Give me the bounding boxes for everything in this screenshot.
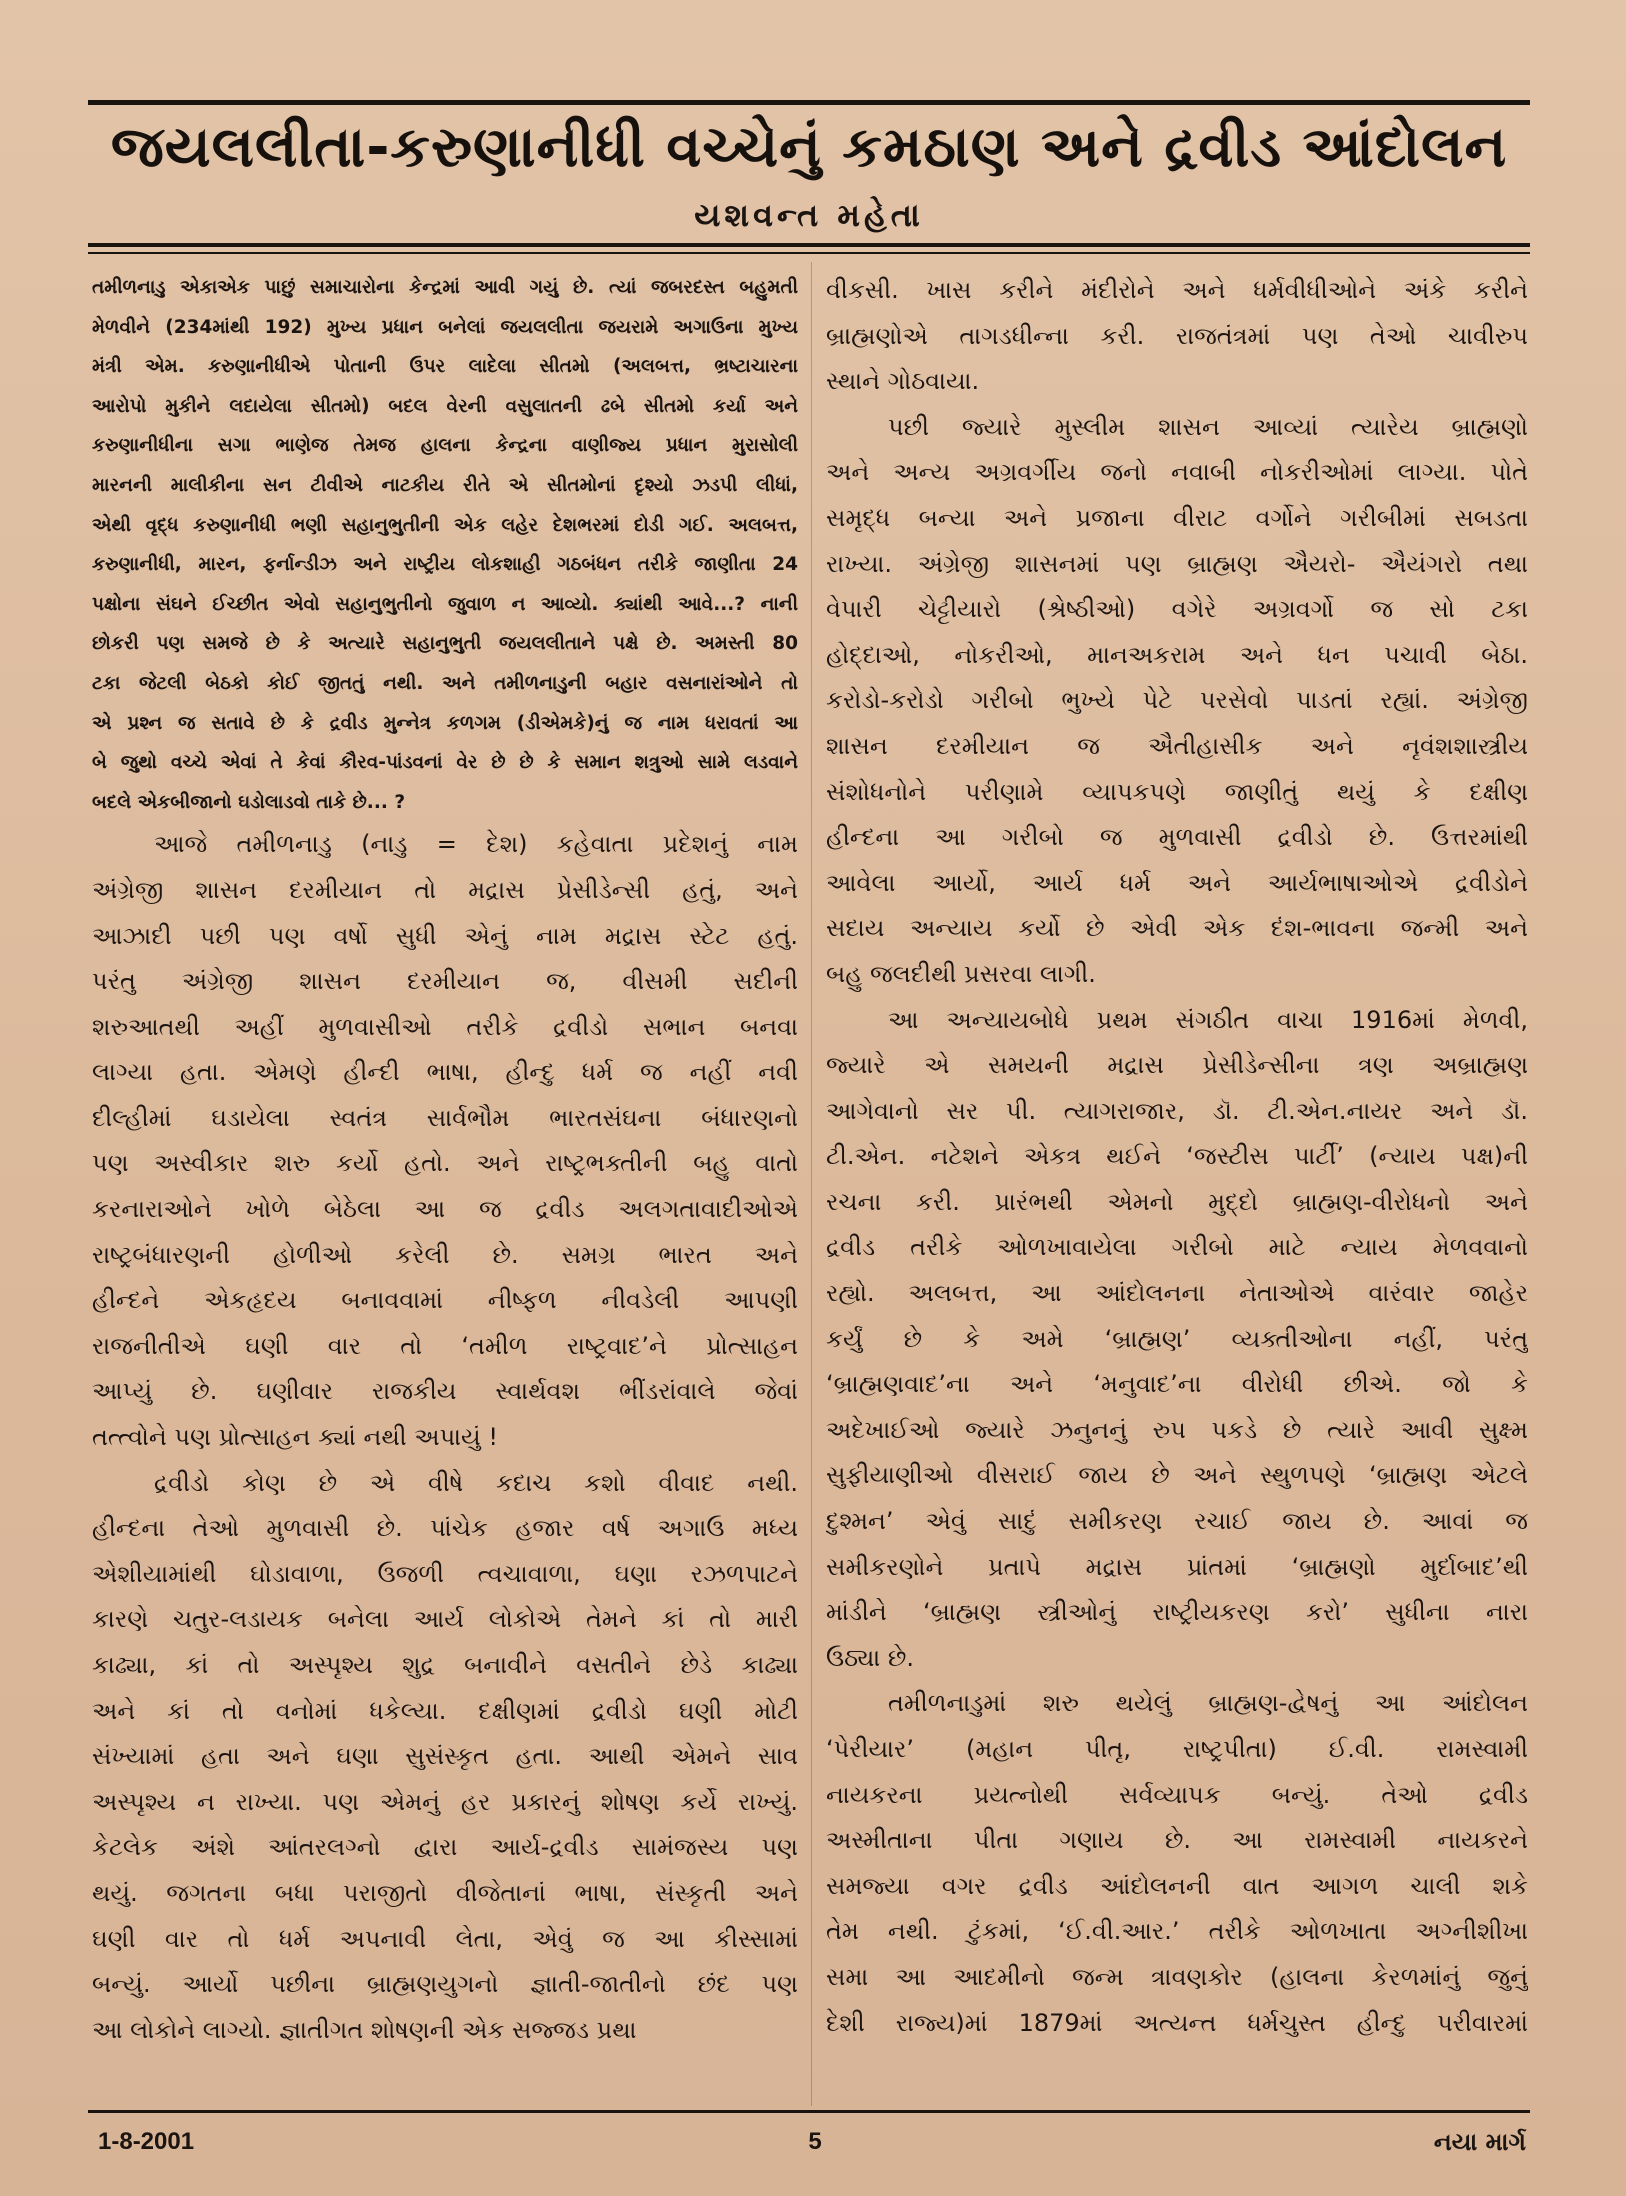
text-line: પછી જ્યારે મુસ્લીમ શાસન આવ્યાં ત્યારેય બ્રાહ્મણો: [888, 412, 1528, 441]
header-rule-thin: [88, 252, 1530, 254]
text-line: ‘પેરીયાર’ (મહાન પીતૃ, રાષ્ટ્રપીતા) ઈ.વી. રામસ્વામી: [826, 1735, 1528, 1763]
text-line: સમજ્યા વગર દ્રવીડ આંદોલનની વાત આગળ ચાલી શકે: [826, 1871, 1528, 1900]
text-line: કરુણાનીધીના સગા ભાણેજ તેમજ હાલના કેન્દ્રના વાણીજ્ય પ્રધાન મુરાસોલી: [92, 435, 798, 457]
text-line: એથી વૃદ્ધ કરુણાનીધી ભણી સહાનુભુતીની એક લહેર દેશભરમાં દોડી ગઈ. અલબત્ત,: [92, 514, 798, 536]
intro-paragraph: [92, 268, 798, 822]
text-line: વીકસી. ખાસ કરીને મંદીરોને અને ધર્મવીધીઓને અંકે કરીને: [826, 276, 1528, 304]
text-line: સમા આ આદમીનો જન્મ ત્રાવણકોર (હાલના કેરળમાંનું જુનું: [826, 1962, 1528, 1991]
text-line: આજે તમીળનાડુ (નાડુ = દેશ) કહેવાતા પ્રદેશનું નામ: [154, 830, 798, 859]
text-line: અને કાં તો વનોમાં ધકેલ્યા. દક્ષીણમાં દ્રવીડો ઘણી મોટી: [92, 1696, 798, 1725]
left-column: [92, 268, 798, 2053]
text-line: આ અન્યાયબોધે પ્રથમ સંગઠીત વાચા 1916માં મેળવી,: [888, 1005, 1528, 1034]
text-line: કર્યું છે કે અમે ‘બ્રાહ્મણ’ વ્યક્તીઓના નહીં, પરંતુ: [826, 1324, 1528, 1353]
text-line: તમીળનાડુ એકાએક પાછું સમાચારોના કેન્દ્રમાં આવી ગયું છે. ત્યાં જબરદસ્ત બહુમતી: [92, 277, 798, 298]
text-line: વેપારી ચેટ્ટીયારો (શ્રેષ્ઠીઓ) વગેરે અગ્રવર્ગો જ સો ટકા: [826, 595, 1528, 624]
text-line: આગેવાનો સર પી. ત્યાગરાજાર, ડૉ. ટી.એન.નાયર અને ડૉ.: [826, 1096, 1528, 1125]
text-line: પણ અસ્વીકાર શરુ કર્યો હતો. અને રાષ્ટ્રભક્તીની બહુ વાતો: [92, 1149, 798, 1178]
text-line: કરનારાઓને ખોળે બેઠેલા આ જ દ્રવીડ અલગતાવાદીઓએ: [92, 1195, 798, 1224]
text-line: ‘બ્રાહ્મણવાદ’ના અને ‘મનુવાદ’ના વીરોધી છીએ. જો કે: [826, 1370, 1528, 1399]
column-divider: [811, 262, 812, 2106]
text-line: અને અન્ય અગ્રવર્ગીય જનો નવાબી નોકરીઓમાં લાગ્યા. પોતે: [826, 458, 1528, 487]
text-line: એશીયામાંથી ઘોડાવાળા, ઉજળી ત્વચાવાળા, ઘણા રઝળપાટને: [92, 1559, 798, 1588]
text-line: મંત્રી એમ. કરુણાનીધીએ પોતાની ઉપર લાદેલા સીતમો (અલબત્ત, ભ્રષ્ટાચારના: [92, 356, 798, 378]
text-line: આ લોકોને લાગ્યો. જ્ઞાતીગત શોષણની એક સજ્જડ પ્રથા: [92, 2015, 637, 2044]
text-line: આપ્યું છે. ઘણીવાર રાજકીય સ્વાર્થવશ ભીંડરાંવાલે જેવાં: [92, 1377, 798, 1406]
issue-date: 1-8-2001: [98, 2128, 195, 2155]
text-line: તેમ નથી. ટુંકમાં, ‘ઈ.વી.આર.’ તરીકે ઓળખાતા અગ્નીશીખા: [826, 1917, 1528, 1946]
text-line: મેળવીને (234માંથી 192) મુખ્ય પ્રધાન બનેલાં જયલલીતા જયરામે અગાઉના મુખ્ય: [92, 316, 798, 338]
text-line: રાષ્ટ્રબંધારણની હોળીઓ કરેલી છે. સમગ્ર ભારત અને: [92, 1240, 798, 1269]
text-line: કરુણાનીધી, મારન, ફર્નાન્ડીઝ અને રાષ્ટ્રીય લોકશાહી ગઠબંધન તરીકે જાણીતા 24: [92, 554, 798, 576]
text-line: પરંતુ અંગ્રેજી શાસન દરમીયાન જ, વીસમી સદીની: [92, 967, 798, 996]
text-line: રહ્યો. અલબત્ત, આ આંદોલનના નેતાઓએ વારંવાર જાહેર: [826, 1279, 1528, 1308]
text-line: કારણે ચતુર-લડાયક બનેલા આર્ય લોકોએ તેમને કાં તો મારી: [92, 1605, 798, 1634]
text-line: નાયકરના પ્રયત્નોથી સર્વવ્યાપક બન્યું. તેઓ દ્રવીડ: [826, 1780, 1528, 1809]
text-line: બહુ જલદીથી પ્રસરવા લાગી.: [826, 959, 1096, 988]
text-line: શાસન દરમીયાન જ ઐતીહાસીક અને નૃવંશશાસ્ત્રીય: [826, 731, 1528, 760]
text-line: છોકરી પણ સમજે છે કે અત્યારે સહાનુભુતી જયલલીતાને પક્ષે છે. અમસ્તી 80: [92, 633, 798, 655]
text-line: આઝાદી પછી પણ વર્ષો સુધી એનું નામ મદ્રાસ સ્ટેટ હતું.: [92, 921, 798, 950]
text-line: હીન્દના આ ગરીબો જ મુળવાસી દ્રવીડો છે. ઉત્તરમાંથી: [826, 823, 1528, 852]
magazine-name: નયા માર્ગ: [1433, 2128, 1526, 2156]
text-line: અસ્મીતાના પીતા ગણાય છે. આ રામસ્વામી નાયકરને: [826, 1826, 1528, 1855]
text-line: એ પ્રશ્ન જ સતાવે છે કે દ્રવીડ મુન્નેત્ર કળગમ (ડીએમકે)નું જ નામ ધરાવતાં આ: [92, 712, 798, 734]
text-line: બન્યું. આર્યો પછીના બ્રાહ્મણયુગનો જ્ઞાતી-જાતીનો છંદ પણ: [92, 1970, 798, 1999]
left-body-text: [92, 822, 798, 2053]
header-rule: [88, 243, 1530, 247]
text-line: સુફીયાણીઓ વીસરાઈ જાય છે અને સ્થુળપણે ‘બ્રાહ્મણ એટલે: [826, 1461, 1528, 1490]
page-number: 5: [808, 2128, 822, 2155]
text-line: શરુઆતથી અહીં મુળવાસીઓ તરીકે દ્રવીડો સભાન બનવા: [92, 1012, 798, 1041]
text-line: સ્થાને ગોઠવાયા.: [826, 367, 980, 396]
text-line: પક્ષોના સંઘને ઈચ્છીત એવો સહાનુભુતીનો જુવાળ ન આવ્યો. ક્યાંથી આવે...? નાની: [92, 593, 798, 615]
author-byline: યશવન્ત મહેતા: [694, 196, 924, 234]
text-line: હીન્દના તેઓ મુળવાસી છે. પાંચેક હજાર વર્ષ અગાઉ મધ્ય: [92, 1514, 798, 1543]
text-line: સમીકરણોને પ્રતાપે મદ્રાસ પ્રાંતમાં ‘બ્રાહ્મણો મુર્દાબાદ’થી: [826, 1552, 1528, 1581]
article-title: જયલલીતા-કરુણાનીધી વચ્ચેનું કમઠાણ અને દ્રવીડ આંદોલન: [110, 115, 1508, 180]
text-line: મારનની માલીકીના સન ટીવીએ નાટકીય રીતે એ સીતમોનાં દૃશ્યો ઝડપી લીધાં,: [92, 474, 798, 496]
text-line: રાજનીતીએ ઘણી વાર તો ‘તમીળ રાષ્ટ્રવાદ’ને પ્રોત્સાહન: [92, 1331, 798, 1360]
text-line: અંગ્રેજી શાસન દરમીયાન તો મદ્રાસ પ્રેસીડેન્સી હતું, અને: [92, 875, 798, 904]
text-line: માંડીને ‘બ્રાહ્મણ સ્ત્રીઓનું રાષ્ટ્રીયકરણ કરો’ સુધીના નારા: [826, 1598, 1528, 1627]
text-line: કાઢ્યા, કાં તો અસ્પૃશ્ય શુદ્ર બનાવીને વસતીને છેડે કાઢ્યા: [92, 1651, 798, 1679]
text-line: સંખ્યામાં હતા અને ઘણા સુસંસ્કૃત હતા. આથી એમને સાવ: [92, 1742, 798, 1771]
text-line: દીલ્હીમાં ઘડાયેલા સ્વતંત્ર સાર્વભૌમ ભારતસંઘના બંધારણનો: [92, 1103, 798, 1132]
text-line: કેટલેક અંશે આંતરલગ્નો દ્વારા આર્ય-દ્રવીડ સામંજસ્ય પણ: [92, 1833, 798, 1862]
text-line: સદાય અન્યાય કર્યો છે એવી એક દંશ-ભાવના જન્મી અને: [826, 914, 1528, 943]
text-line: થયું. જગતના બધા પરાજીતો વીજેતાનાં ભાષા, સંસ્કૃતી અને: [92, 1878, 798, 1907]
text-line: જ્યારે એ સમયની મદ્રાસ પ્રેસીડેન્સીના ત્રણ અબ્રાહ્મણ: [826, 1051, 1528, 1080]
right-column: [826, 268, 1528, 2046]
text-line: હીન્દને એકહૃદય બનાવવામાં નીષ્ફળ નીવડેલી આપણી: [92, 1286, 798, 1315]
text-line: આવેલા આર્યો, આર્ય ધર્મ અને આર્યભાષાઓએ દ્રવીડોને: [826, 868, 1528, 897]
text-line: સંશોધનોને પરીણામે વ્યાપકપણે જાણીતું થયું કે દક્ષીણ: [826, 777, 1528, 806]
text-line: રચના કરી. પ્રારંભથી એમનો મુદ્દો બ્રાહ્મણ-વીરોધનો અને: [826, 1187, 1528, 1216]
text-line: ઉઠ્યા છે.: [826, 1643, 915, 1672]
text-line: આરોપો મુકીને લદાયેલા સીતમો) બદલ વેરની વસુલાતની ઢબે સીતમો કર્યા અને: [92, 395, 798, 417]
text-line: લાગ્યા હતા. એમણે હીન્દી ભાષા, હીન્દુ ધર્મ જ નહીં નવી: [92, 1058, 798, 1087]
text-line: કરોડો-કરોડો ગરીબો ભુખ્યે પેટે પરસેવો પાડતાં રહ્યાં. અંગ્રેજી: [826, 686, 1528, 715]
text-line: બ્રાહ્મણોએ તાગડધીન્ના કરી. રાજતંત્રમાં પણ તેઓ ચાવીરુપ: [826, 321, 1528, 350]
text-line: દેશી રાજ્ય)માં 1879માં અત્યન્ત ધર્મચુસ્ત હીન્દુ પરીવારમાં: [826, 2008, 1528, 2037]
text-line: અદેખાઈઓ જ્યારે ઝનુનનું રુપ પકડે છે ત્યારે આવી સુક્ષ્મ: [826, 1415, 1528, 1444]
footer-rule: [88, 2110, 1530, 2113]
text-line: ટી.એન. નટેશને એકત્ર થઈને ‘જસ્ટીસ પાર્ટી’ (ન્યાય પક્ષ)ની: [826, 1142, 1528, 1171]
text-line: તમીળનાડુમાં શરુ થયેલું બ્રાહ્મણ-દ્વેષનું આ આંદોલન: [888, 1689, 1528, 1718]
top-rule: [88, 100, 1530, 105]
text-line: બદલે એકબીજાનો ઘડોલાડવો તાકે છે... ?: [92, 791, 406, 813]
text-line: હોદ્દાઓ, નોકરીઓ, માનઅકરામ અને ધન પચાવી બેઠા.: [826, 640, 1528, 669]
text-line: ટકા જેટલી બેઠકો કોઈ જીતતું નથી. અને તમીળનાડુની બહાર વસનારાંઓને તો: [92, 672, 798, 694]
text-line: દ્રવીડો કોણ છે એ વીષે કદાચ કશો વીવાદ નથી.: [154, 1468, 798, 1497]
text-line: ઘણી વાર તો ધર્મ અપનાવી લેતા, એવું જ આ કીસ્સામાં: [92, 1924, 798, 1953]
text-line: સમૃદ્ધ બન્યા અને પ્રજાના વીરાટ વર્ગોને ગરીબીમાં સબડતા: [826, 503, 1528, 532]
text-line: અસ્પૃશ્ય ન રાખ્યા. પણ એમનું હર પ્રકારનું શોષણ કર્યે રાખ્યું.: [92, 1787, 798, 1816]
text-line: દુશ્મન’ એવું સાદું સમીકરણ રચાઈ જાય છે. આવાં જ: [826, 1507, 1528, 1536]
text-line: રાખ્યા. અંગ્રેજી શાસનમાં પણ બ્રાહ્મણ ઐયરો- ઐયંગરો તથા: [826, 549, 1528, 578]
text-line: બે જુથો વચ્ચે એવાં તે કેવાં કૌરવ-પાંડવનાં વેર છે છે કે સમાન શત્રુઓ સામે લડવાને: [92, 752, 798, 774]
text-line: દ્રવીડ તરીકે ઓળખાવાયેલા ગરીબો માટે ન્યાય મેળવવાનો: [826, 1233, 1528, 1262]
text-line: તત્ત્વોને પણ પ્રોત્સાહન ક્યાં નથી અપાયું !: [92, 1423, 498, 1452]
